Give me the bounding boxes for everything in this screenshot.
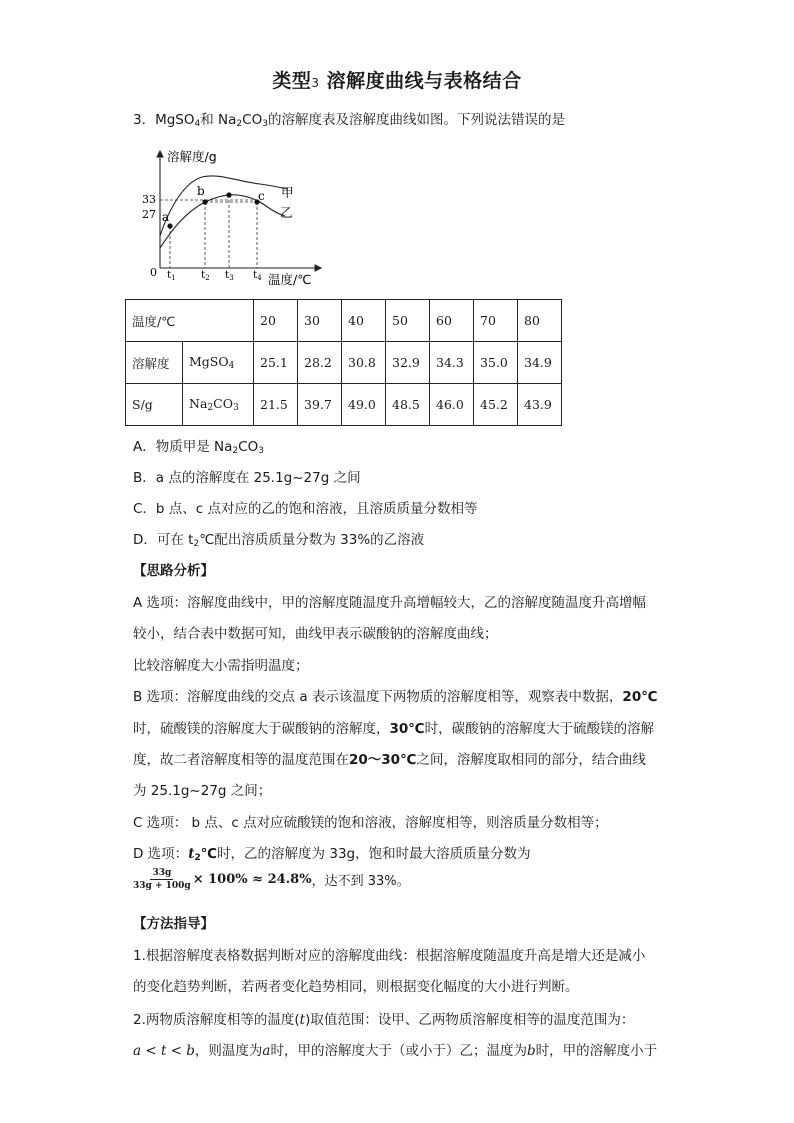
table-row [126,384,562,426]
x-tick-t4: t4 [253,269,262,282]
analysis-line: B 选项：溶解度曲线的交点 a 表示该温度下两物质的溶解度相等，观察表中数据，20℃ [133,689,658,705]
x-tick-t2: t2 [201,269,210,282]
page-title [0,66,794,93]
formula-tail: ，达不到 33%。 [311,874,410,889]
analysis-line: 较小，结合表中数据可知，曲线甲表示碳酸钠的溶解度曲线； [133,626,498,642]
table-cell: 34.3 [430,342,474,384]
option-d: D．可在 $t_2℃$配出溶质质量分数为 33%的乙溶液 [133,532,425,549]
table-cell: 40 [342,300,386,342]
title-text: 类型 [272,70,312,92]
q-text-4: 的溶解度表及溶解度曲线如图。下列说法错误的是 [267,112,565,128]
analysis-line: 比较溶解度大小需指明温度； [133,658,309,674]
table-cell: 28.2 [298,342,342,384]
table-cell: 34.9 [518,342,562,384]
q-sub-3: 3 [262,119,268,129]
analysis-line: 度，故二者溶解度相等的温度范围在20～30℃之间，溶解度取相同的部分，结合曲线 [133,752,646,768]
table-cell: 43.9 [518,384,562,426]
table-cell: 80 [518,300,562,342]
y-tick-33: 33 [142,193,156,206]
table-row-label: S/g [126,384,183,426]
curve-yi [160,195,285,248]
graph-svg [140,144,330,294]
q-text-3: CO [242,112,263,128]
x-tick-t1: t1 [167,269,176,282]
point-p [226,192,231,197]
title-rest: 溶解度曲线与表格结合 [326,70,522,92]
table-header-label: 温度/℃ [126,300,254,342]
table-cell: 39.7 [298,384,342,426]
method-line: a < t < b，则温度为a时，甲的溶解度大于（或小于）乙；温度为b时，甲的溶解度小于 [133,1043,658,1059]
table-cell: 45.2 [474,384,518,426]
analysis-heading: 【思路分析】 [133,563,214,579]
table-cell: 60 [430,300,474,342]
label-a: a [162,210,170,224]
table-cell: 32.9 [386,342,430,384]
label-c: c [258,189,265,203]
table-cell: 30 [298,300,342,342]
solubility-graph [140,144,330,298]
q-text-2: 和 Na [200,112,237,128]
y-tick-27: 27 [142,208,156,221]
label-yi: 乙 [280,205,293,220]
formula [133,868,410,891]
analysis-line: D 选项：$t_2℃$时，乙的溶解度为 33g，饱和时最大溶质质量分数为 [133,846,531,863]
table-cell: 35.0 [474,342,518,384]
point-b [202,199,207,204]
label-b: b [197,184,205,198]
table-cell: 46.0 [430,384,474,426]
table-row [126,342,562,384]
analysis-line: 为 25.1g~27g 之间； [133,783,272,799]
solubility-table [125,299,562,426]
option-a: A．物质甲是 $Na_2CO_3$ [133,439,264,456]
table-cell: 20 [254,300,298,342]
table-cell: 30.8 [342,342,386,384]
analysis-line: A 选项：溶解度曲线中，甲的溶解度随温度升高增幅较大，乙的溶解度随温度升高增幅 [133,595,647,611]
method-line: 的变化趋势判断，若两者变化趋势相同，则根据变化幅度的大小进行判断。 [133,979,579,995]
option-b: B．a 点的溶解度在 25.1g~27g 之间 [133,470,361,486]
table-cell: 25.1 [254,342,298,384]
q-sub-2: 2 [236,119,243,129]
point-a [167,223,172,228]
label-jia: 甲 [281,185,294,200]
method-line: 1.根据溶解度表格数据判断对应的溶解度曲线：根据溶解度随温度升高是增大还是减小 [133,948,646,964]
table-row-label: 溶解度 [126,342,183,384]
fraction-denominator: 33g + 100g [133,881,191,891]
table-cell: 70 [474,300,518,342]
table-substance-na2co3: $Na_2CO_3$ [183,384,254,426]
curve-jia [160,176,288,236]
x-axis-label: 温度/℃ [268,272,312,287]
x-tick-t3: t3 [225,269,234,282]
origin-label: 0 [150,266,157,279]
question-stem [133,108,565,129]
table-cell: 21.5 [254,384,298,426]
analysis-line: C 选项： b 点、c 点对应硫酸镁的饱和溶液，溶解度相等，则溶质量分数相等； [133,815,608,831]
q-text-1: 3．MgSO [133,112,195,128]
method-heading: 【方法指导】 [133,916,214,932]
table-cell: 48.5 [386,384,430,426]
q-sub-1: 4 [194,119,201,129]
table-row [126,300,562,342]
y-axis-label: 溶解度/g [167,149,217,164]
analysis-line: 时，硫酸镁的溶解度大于碳酸钠的溶解度，30℃时，碳酸钠的溶解度大于硫酸镁的溶解 [133,721,655,737]
title-number: 3 [311,76,320,90]
table-cell: 50 [386,300,430,342]
fraction [133,868,191,891]
table-cell: 49.0 [342,384,386,426]
fraction-numerator: 33g [152,868,172,878]
formula-result: × 100% ≈ 24.8% [192,872,312,887]
table-substance-mgso4: MgSO$_4$ [183,342,254,384]
method-line: 2.两物质溶解度相等的温度(t)取值范围：设甲、乙两物质溶解度相等的温度范围为： [133,1012,635,1028]
option-c: C．b 点、c 点对应的乙的饱和溶液，且溶质质量分数相等 [133,501,478,517]
